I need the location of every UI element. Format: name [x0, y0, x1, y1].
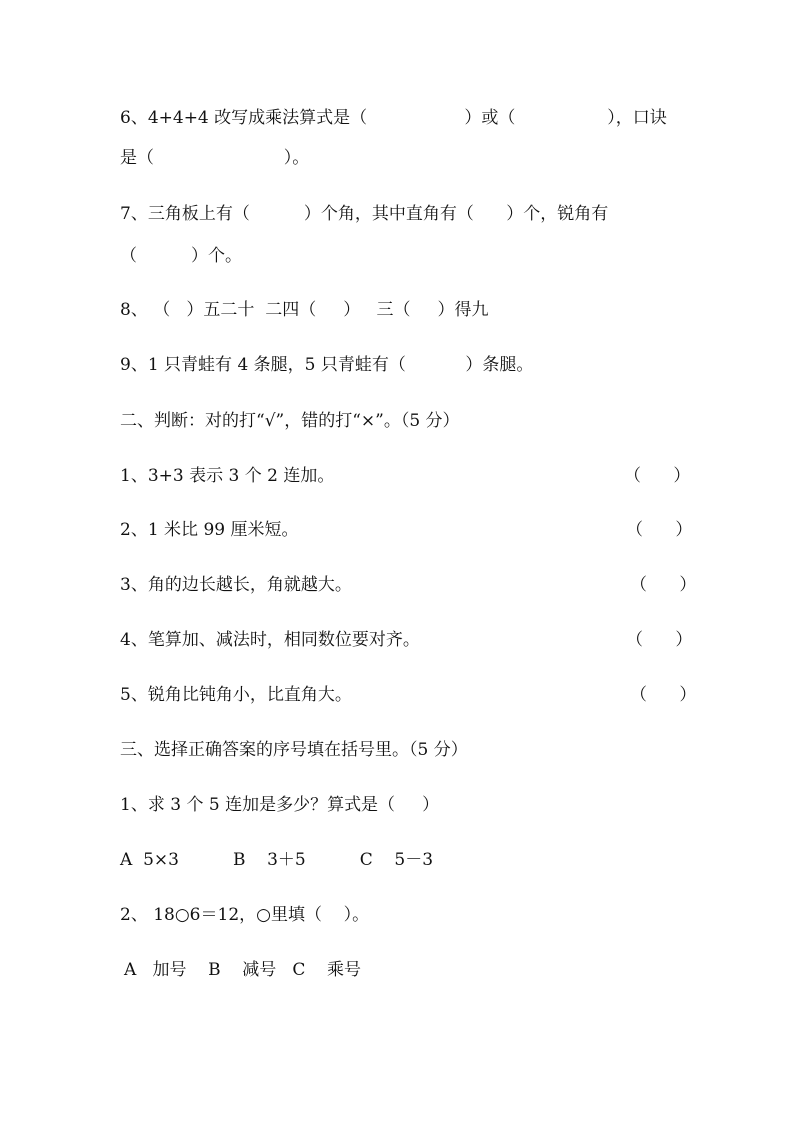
choose-heading: 三、选择正确答案的序号填在括号里。（5 分）: [120, 740, 468, 760]
judge-answer-paren[interactable]: （ ）: [626, 520, 693, 540]
judge-item-text: 3、角的边长越长，角就越大。: [120, 575, 352, 595]
judge-item-text: 4、笔算加、减法时，相同数位要对齐。: [120, 630, 420, 650]
choose-question-1-options: A 5×3 B 3＋5 C 5－3: [120, 850, 434, 870]
judge-item-text: 5、锐角比钝角小，比直角大。: [120, 685, 352, 705]
judge-answer-paren[interactable]: （ ）: [624, 466, 691, 486]
question-6-line-2: 是（ ）。: [120, 148, 310, 168]
judge-answer-paren[interactable]: （ ）: [630, 575, 697, 595]
choose-question-2: 2、 18○6＝12，○里填（ ）。: [120, 905, 370, 925]
question-8: 8、 （ ）五二十 二四（ ） 三（ ）得九: [120, 300, 489, 320]
question-9: 9、1 只青蛙有 4 条腿，5 只青蛙有（ ）条腿。: [120, 355, 534, 375]
judge-item-text: 2、1 米比 99 厘米短。: [120, 520, 299, 540]
choose-question-1: 1、求 3 个 5 连加是多少？算式是（ ）: [120, 795, 440, 815]
choose-question-2-options: A 加号 B 减号 C 乘号: [124, 960, 362, 980]
judge-answer-paren[interactable]: （ ）: [626, 630, 693, 650]
judge-answer-paren[interactable]: （ ）: [630, 685, 697, 705]
question-7-line-2: （ ）个。: [120, 246, 243, 266]
question-7-line-1: 7、三角板上有（ ）个角，其中直角有（ ）个，锐角有: [120, 204, 609, 224]
question-6-line-1: 6、4+4+4 改写成乘法算式是（ ）或（ ），口诀: [120, 108, 667, 128]
judge-heading: 二、判断：对的打“√”，错的打“×”。（5 分）: [120, 411, 460, 431]
judge-item-text: 1、3+3 表示 3 个 2 连加。: [120, 466, 335, 486]
